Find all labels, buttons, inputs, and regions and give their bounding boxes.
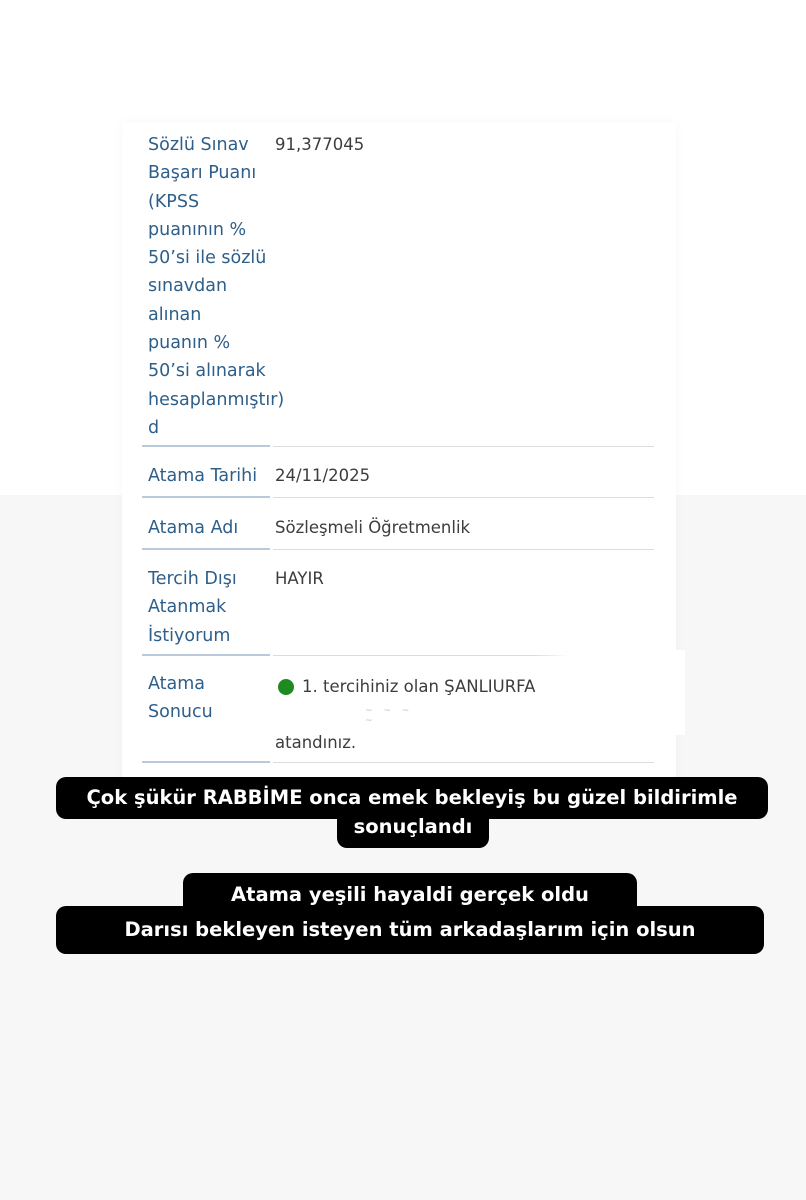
row-divider <box>142 761 270 763</box>
caption-line-4: Darısı bekleyen isteyen tüm arkadaşlarım için olsun <box>56 906 764 954</box>
redaction-fade <box>535 650 685 735</box>
row-divider <box>142 496 270 498</box>
caption-line-2: sonuçlandı <box>337 810 489 848</box>
row-label-assignment-name: Atama Adı <box>148 518 239 538</box>
row-divider <box>142 445 270 447</box>
row-value-assignment-result: 1. tercihiniz olan ŞANLIURFA <box>302 677 536 696</box>
row-label-out-of-preference: Tercih Dışı Atanmak İstiyorum <box>148 569 237 646</box>
row-divider <box>142 548 270 550</box>
row-value-oral-exam-score: 91,377045 <box>275 135 365 154</box>
row-divider <box>273 446 654 447</box>
caption-line-3: Atama yeşili hayaldi gerçek oldu <box>183 873 637 917</box>
row-value-assignment-result-end: atandınız. <box>275 733 357 752</box>
row-label-assignment-date: Atama Tarihi <box>148 466 258 486</box>
row-divider <box>273 497 654 498</box>
row-label-assignment-result: Atama Sonucu <box>148 674 213 723</box>
green-dot-icon <box>278 679 294 695</box>
row-value-out-of-preference: HAYIR <box>275 569 324 588</box>
row-divider <box>142 654 270 656</box>
row-divider <box>273 549 654 550</box>
row-divider <box>273 762 654 763</box>
row-value-assignment-name: Sözleşmeli Öğretmenlik <box>275 518 471 537</box>
row-value-assignment-date: 24/11/2025 <box>275 466 371 485</box>
row-label-oral-exam-score: Sözlü Sınav Başarı Puanı (KPSS puanının % 50’si ile sözlü sınavdan alınan puanın % 50’si alınarak hesaplanmıştır) d <box>148 135 285 438</box>
caption-line-1: Çok şükür RABBİME onca emek bekleyiş bu güzel bildirimle <box>56 777 768 819</box>
obscured-text: ~ ~ ~ ~ <box>365 706 414 726</box>
